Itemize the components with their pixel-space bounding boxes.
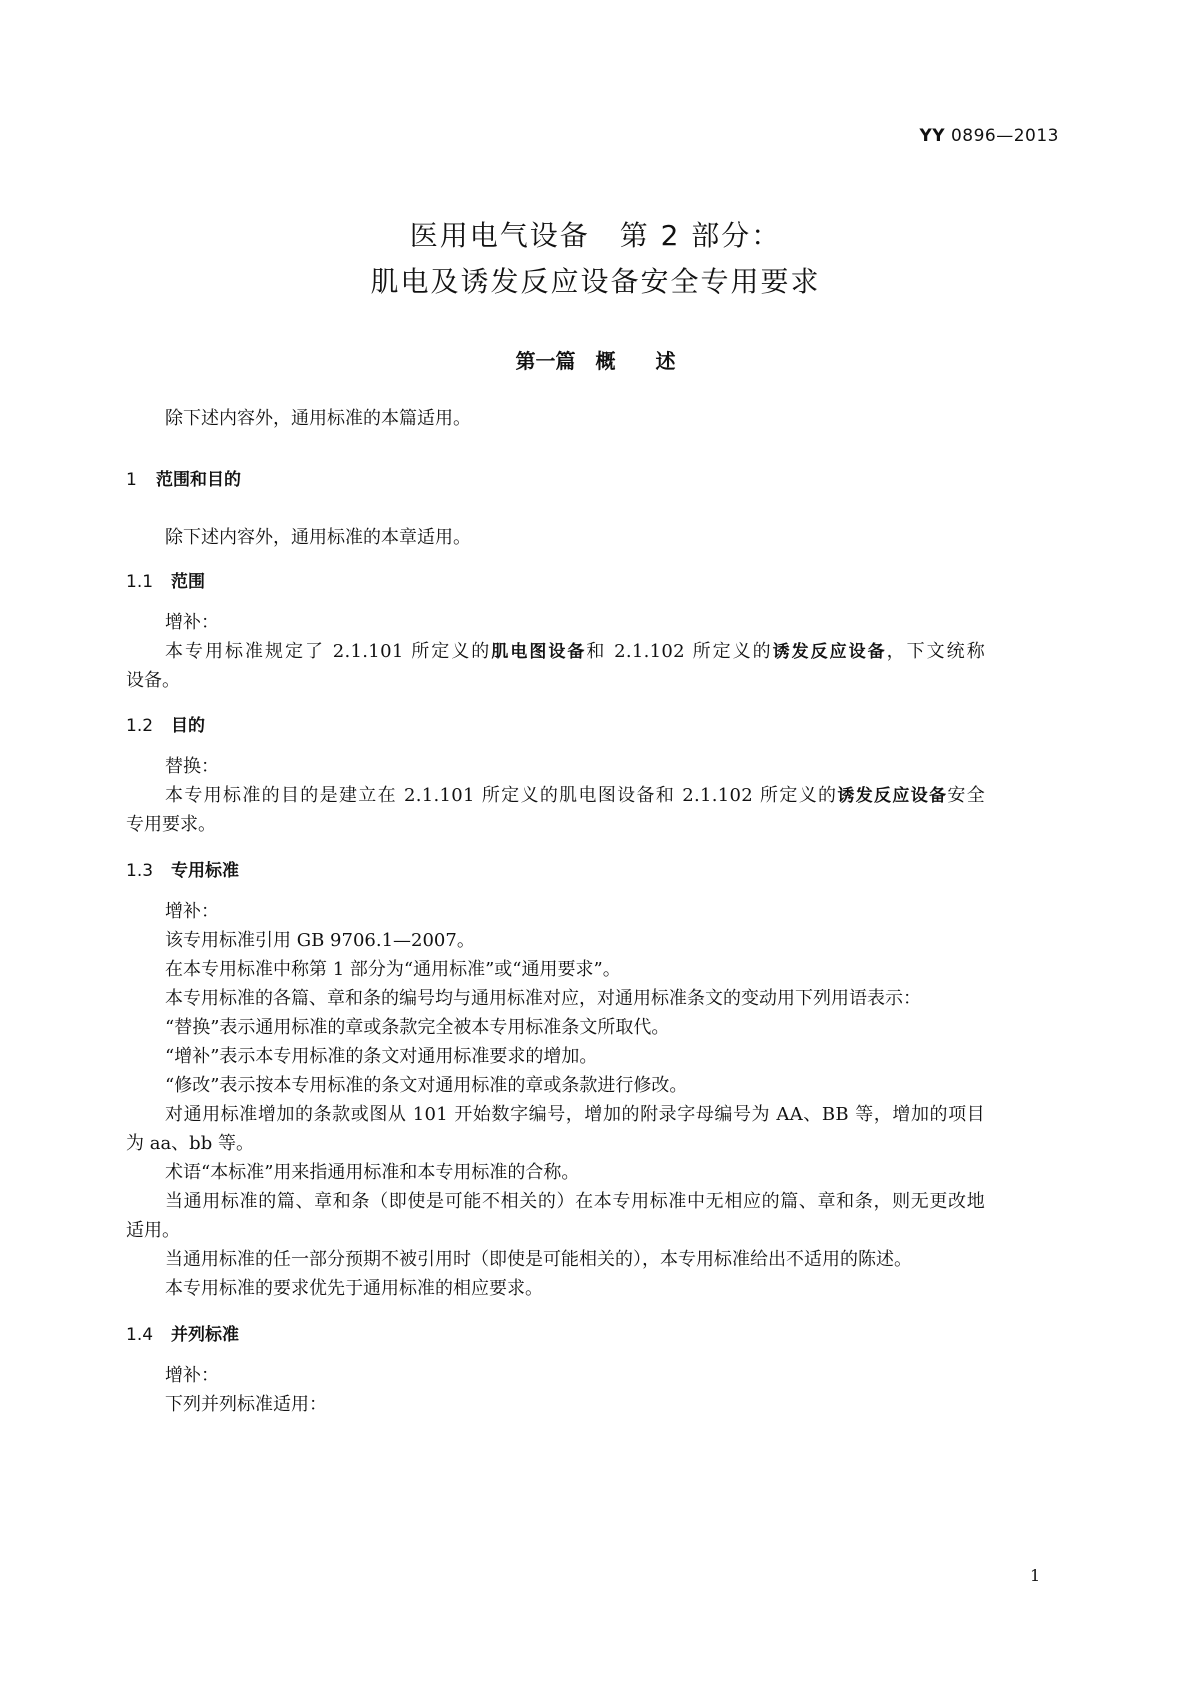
section-1-2-heading — [126, 711, 205, 736]
section-1-3-paragraph-7-end: 为 aa、bb 等。 — [126, 1133, 254, 1154]
section-1-3-label: 增补： — [165, 901, 219, 922]
section-1-3-paragraph-5: “增补”表示本专用标准的条文对通用标准要求的增加。 — [165, 1046, 598, 1067]
section-1-4-label: 增补： — [165, 1365, 219, 1386]
section-1-2-number: 1.2 — [126, 716, 154, 736]
section-1-3-paragraph-8: 术语“本标准”用来指通用标准和本专用标准的合称。 — [165, 1162, 580, 1183]
section-1-3-paragraph-4: “替换”表示通用标准的章或条款完全被本专用标准条文所取代。 — [165, 1017, 670, 1038]
standard-number: 0896—2013 — [950, 126, 1059, 146]
section-1-3-paragraph-11: 本专用标准的要求优先于通用标准的相应要求。 — [165, 1278, 543, 1299]
term-evoked-response-equipment: 诱发反应设备 — [772, 642, 887, 662]
section-1-4-paragraph-1: 下列并列标准适用： — [165, 1394, 327, 1415]
part-heading: 第一篇 概 述 — [515, 349, 676, 373]
section-1-3-paragraph-6: “修改”表示按本专用标准的条文对通用标准的章或条款进行修改。 — [165, 1075, 688, 1096]
document-title-line-1: 医用电气设备 第 2 部分： — [409, 219, 782, 252]
section-1-3-number: 1.3 — [126, 861, 154, 881]
section-1-1-paragraph-end: 设备。 — [126, 670, 180, 691]
section-1-3-paragraph-10: 当通用标准的任一部分预期不被引用时（即使是可能相关的），本专用标准给出不适用的陈述。 — [165, 1249, 912, 1270]
section-1-1-number: 1.1 — [126, 572, 154, 592]
section-1-text: 除下述内容外，通用标准的本章适用。 — [165, 527, 471, 548]
standard-prefix: YY — [919, 126, 946, 146]
page-number: 1 — [1030, 1566, 1041, 1585]
standard-code — [919, 126, 1059, 146]
section-1-3-heading — [126, 856, 239, 881]
section-1-3-paragraph-1: 该专用标准引用 GB 9706.1—2007。 — [165, 930, 475, 951]
section-1-4-number: 1.4 — [126, 1325, 154, 1345]
section-1-heading — [126, 465, 241, 490]
text-run: 本专用标准规定了 2.1.101 所定义的 — [165, 641, 492, 662]
document-title-line-2: 肌电及诱发反应设备安全专用要求 — [370, 265, 821, 298]
section-1-2-label: 替换： — [165, 756, 219, 777]
section-1-3-paragraph-3: 本专用标准的各篇、章和条的编号均与通用标准对应，对通用标准条文的变动用下列用语表示： — [165, 988, 921, 1009]
text-run: ，下文统称 — [886, 641, 985, 662]
section-1-4-heading — [126, 1320, 239, 1345]
section-1-4-title: 并列标准 — [171, 1325, 239, 1345]
section-1-number: 1 — [126, 470, 137, 490]
section-1-3-title: 专用标准 — [171, 861, 239, 881]
term-emg-equipment: 肌电图设备 — [491, 642, 587, 662]
section-1-2-paragraph — [165, 781, 985, 807]
section-1-3-paragraph-9-end: 适用。 — [126, 1220, 180, 1241]
term-evoked-response-equipment: 诱发反应设备 — [837, 786, 948, 806]
section-1-3-paragraph-7: 对通用标准增加的条款或图从 101 开始数字编号，增加的附录字母编号为 AA、BB 等，增加的项目 — [165, 1104, 985, 1125]
section-1-1-heading — [126, 567, 205, 592]
section-1-3-paragraph-2: 在本专用标准中称第 1 部分为“通用标准”或“通用要求”。 — [165, 959, 621, 980]
intro-paragraph: 除下述内容外，通用标准的本篇适用。 — [165, 408, 471, 429]
section-1-1-label: 增补： — [165, 612, 219, 633]
text-run: 安全 — [947, 785, 985, 806]
section-1-1-paragraph — [165, 637, 985, 663]
section-1-1-title: 范围 — [171, 572, 205, 592]
section-1-2-paragraph-end: 专用要求。 — [126, 814, 216, 835]
section-1-title: 范围和目的 — [156, 470, 241, 490]
section-1-3-paragraph-9: 当通用标准的篇、章和条（即使是可能不相关的）在本专用标准中无相应的篇、章和条，则无更改地 — [165, 1191, 985, 1212]
text-run: 本专用标准的目的是建立在 2.1.101 所定义的肌电图设备和 2.1.102 所定义的 — [165, 785, 838, 806]
section-1-2-title: 目的 — [171, 716, 205, 736]
text-run: 和 2.1.102 所定义的 — [586, 641, 773, 662]
